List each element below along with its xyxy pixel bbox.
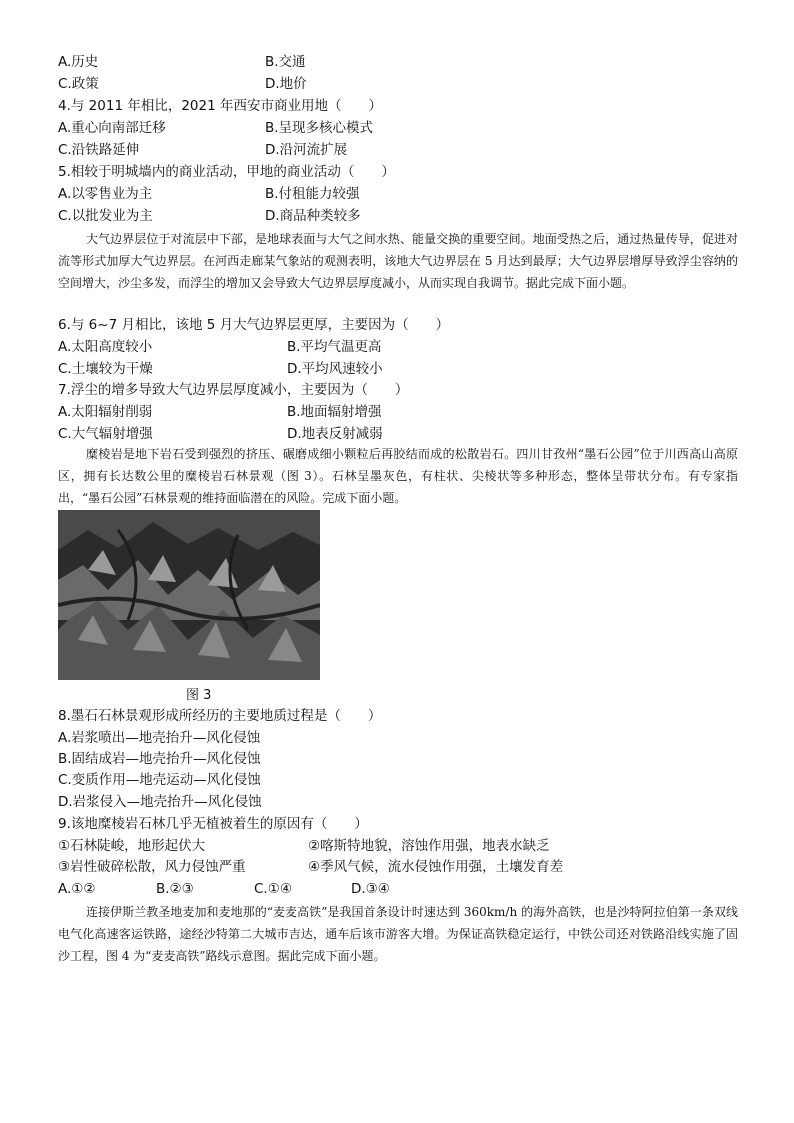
passage-mylonite: 糜棱岩是地下岩石受到强烈的挤压、碾磨成细小颗粒后再胶结而成的松散岩石。四川甘孜州“墨石公园”位于川西高山高原区，拥有长达数公里的糜棱岩石林景观（图 3）。石林呈墨灰色，有柱状、尖棱状等多种形态，整体呈带状分布。有专家指出，“墨石公园”石林景观的维持面临潜在的风险。完成下面小题。 <box>58 447 738 505</box>
q5-option-b: B.付租能力较强 <box>265 186 360 202</box>
q9-option-c: C.①④ <box>254 881 292 897</box>
q9-item-2: ②喀斯特地貌，溶蚀作用强，地表水缺乏 <box>308 838 550 854</box>
q5-option-c: C.以批发业为主 <box>58 208 153 224</box>
q7-option-c: C.大气辐射增强 <box>58 426 153 442</box>
passage-haramain-railway: 连接伊斯兰教圣地麦加和麦地那的“麦麦高铁”是我国首条设计时速达到 360km/h 的海外高铁，也是沙特阿拉伯第一条双线电气化高速客运铁路，途经沙特第二大城市吉达，通车后该市游客大增。为保证高铁稳定运行，中铁公司还对铁路沿线实施了固沙工程，图 4 为“麦麦高铁”路线示意图。据此完成下面小题。 <box>58 905 738 963</box>
q8-option-c: C.变质作用—地壳运动—风化侵蚀 <box>58 772 261 788</box>
q6-option-a: A.太阳高度较小 <box>58 339 153 355</box>
q9-item-1: ①石林陡峻，地形起伏大 <box>58 838 206 854</box>
passage-boundary-layer: 大气边界层位于对流层中下部，是地球表面与大气之间水热、能量交换的重要空间。地面受热之后，通过热量传导，促进对流等形式加厚大气边界层。在河西走廊某气象站的观测表明，该地大气边界层在 5 月达到最厚；大气边界层增厚导致浮尘容纳的空间增大，沙尘多发，而浮尘的增加又会导致大气边界层厚度减小，从而实现自我调节。据此完成下面小题。 <box>58 232 738 290</box>
q7-stem: 7.浮尘的增多导致大气边界层厚度减小，主要因为（ ） <box>58 382 409 398</box>
q9-option-a: A.①② <box>58 881 96 897</box>
q9-option-d: D.③④ <box>351 881 390 897</box>
q6-option-c: C.土壤较为干燥 <box>58 361 153 377</box>
q8-option-d: D.岩浆侵入—地壳抬升—风化侵蚀 <box>58 794 262 810</box>
q7-option-a: A.太阳辐射削弱 <box>58 404 153 420</box>
stone-forest-photo <box>58 510 320 680</box>
q5-option-a: A.以零售业为主 <box>58 186 153 202</box>
q6-stem: 6.与 6~7 月相比，该地 5 月大气边界层更厚，主要因为（ ） <box>58 317 450 333</box>
q3-option-a: A.历史 <box>58 54 99 70</box>
q8-stem: 8.墨石石林景观形成所经历的主要地质过程是（ ） <box>58 708 382 724</box>
q9-option-b: B.②③ <box>156 881 194 897</box>
q3-option-c: C.政策 <box>58 76 99 92</box>
q8-option-b: B.固结成岩—地壳抬升—风化侵蚀 <box>58 751 261 767</box>
q7-option-d: D.地表反射减弱 <box>287 426 383 442</box>
q4-stem: 4.与 2011 年相比，2021 年西安市商业用地（ ） <box>58 98 382 114</box>
q7-option-b: B.地面辐射增强 <box>287 404 382 420</box>
q4-option-c: C.沿铁路延伸 <box>58 142 140 158</box>
q3-option-b: B.交通 <box>265 54 306 70</box>
q5-option-d: D.商品种类较多 <box>265 208 361 224</box>
q4-option-a: A.重心向南部迁移 <box>58 120 166 136</box>
q5-stem: 5.相较于明城墙内的商业活动，甲地的商业活动（ ） <box>58 164 395 180</box>
q6-option-b: B.平均气温更高 <box>287 339 382 355</box>
q9-item-4: ④季风气候，流水侵蚀作用强，土壤发育差 <box>308 859 564 875</box>
figure-3-caption: 图 3 <box>186 688 212 703</box>
q8-option-a: A.岩浆喷出—地壳抬升—风化侵蚀 <box>58 730 261 746</box>
q4-option-b: B.呈现多核心模式 <box>265 120 374 136</box>
q3-option-d: D.地价 <box>265 76 307 92</box>
q9-stem: 9.该地糜棱岩石林几乎无植被着生的原因有（ ） <box>58 816 368 832</box>
q9-item-3: ③岩性破碎松散，风力侵蚀严重 <box>58 859 246 875</box>
q4-option-d: D.沿河流扩展 <box>265 142 348 158</box>
q6-option-d: D.平均风速较小 <box>287 361 383 377</box>
